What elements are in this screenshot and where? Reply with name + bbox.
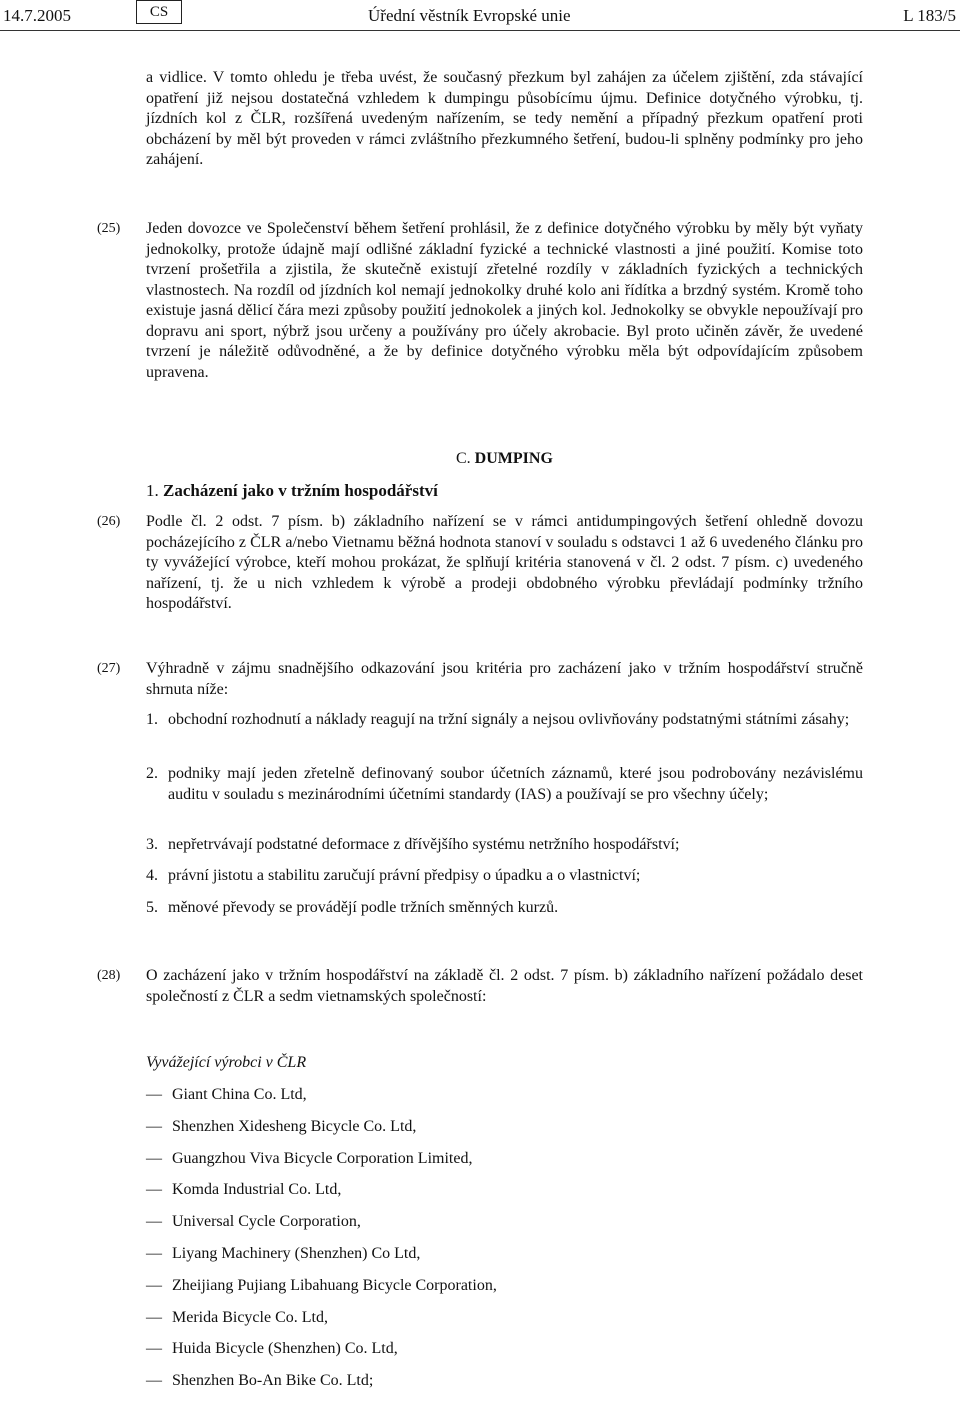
subsection-prefix: 1. — [146, 481, 159, 500]
paragraph-number: (26) — [97, 514, 121, 529]
dash-bullet: — — [146, 1340, 162, 1358]
company-name: Giant China Co. Ltd, — [172, 1086, 307, 1103]
list-item — [146, 1117, 497, 1149]
paragraph-number: (27) — [97, 661, 121, 676]
list-item — [146, 1308, 497, 1340]
dash-bullet: — — [146, 1181, 162, 1199]
paragraph-text: Jeden dovozce ve Společenství během šetření prohlásil, že z definice dotyčného výrobku by měly být vyňaty jednokolky, protože údajně mají odlišné základní fyzické a technické vlastnosti a jiné použití. Komise toto tvrzení prošetřila a zjistila, že skutečně existují zřetelné rozdíly v základních fyzických a technických vlastnostech. Na rozdíl od jízdních kol nemají jednokolky druhé kolo ani řídítka a brzdný systém. Kromě toho existuje jasná dělicí čára mezi způsoby použití jednokolek a jiných kol. Jednokolky se obvykle nepoužívají pro dopravu ani sport, nýbrž jsou určeny a používány pro účely akrobacie. Byl proto učiněn závěr, že uvedené tvrzení je náležitě odůvodněné, a že by definice dotyčného výrobku měla být odpovídajícím způsobem upravena. — [146, 220, 863, 381]
criterion-item — [146, 898, 863, 919]
paragraph-27 — [97, 659, 863, 700]
header-rule — [0, 30, 960, 31]
exporters-list — [146, 1085, 497, 1403]
company-name: Shenzhen Bo-An Bike Co. Ltd; — [172, 1372, 374, 1390]
paragraph-25 — [97, 219, 863, 383]
list-item — [146, 1371, 497, 1403]
dash-bullet: — — [146, 1276, 162, 1294]
dash-bullet: — — [146, 1244, 162, 1262]
company-name: Zheijiang Pujiang Libahuang Bicycle Corporation, — [172, 1276, 497, 1294]
dash-bullet: — — [146, 1149, 162, 1167]
criterion-number: 1. — [146, 711, 158, 728]
section-heading-dumping — [456, 449, 553, 470]
dash-bullet: — — [146, 1213, 162, 1231]
list-item — [146, 1149, 497, 1181]
paragraph-number: (28) — [97, 968, 121, 983]
criterion-item — [146, 710, 863, 731]
company-name: Huida Bicycle (Shenzhen) Co. Ltd, — [172, 1340, 398, 1358]
company-name: Guangzhou Viva Bicycle Corporation Limited, — [172, 1149, 473, 1167]
paragraph-text: Výhradně v zájmu snadnějšího odkazování jsou kritéria pro zacházení jako v tržním hospodářství stručně shrnuta níže: — [146, 660, 863, 698]
dash-bullet: — — [146, 1372, 162, 1390]
criterion-text: obchodní rozhodnutí a náklady reagují na tržní signály a nejsou ovlivňovány podstatnými státními zásahy; — [168, 711, 850, 728]
subsection-heading — [146, 481, 438, 502]
dash-bullet: — — [146, 1117, 162, 1135]
paragraph-number: (25) — [97, 221, 121, 236]
list-item — [146, 1339, 497, 1371]
criterion-text: právní jistotu a stabilitu zaručují právní předpisy o úpadku a o vlastnictví; — [168, 867, 641, 884]
exporters-list-title: Vyvážející výrobci v ČLR — [146, 1054, 307, 1071]
journal-title: Úřední věstník Evropské unie — [368, 6, 571, 25]
header-date: 14.7.2005 — [3, 6, 71, 25]
list-item — [146, 1244, 497, 1276]
dash-bullet: — — [146, 1308, 162, 1326]
paragraph-26 — [97, 512, 863, 615]
criterion-number: 2. — [146, 765, 158, 782]
section-title: DUMPING — [474, 450, 553, 467]
criterion-item — [146, 866, 863, 887]
page-reference: L 183/5 — [903, 6, 956, 25]
company-name: Komda Industrial Co. Ltd, — [172, 1181, 342, 1199]
section-prefix: C. — [456, 450, 471, 467]
language-badge: CS — [136, 0, 182, 24]
criterion-text: podniky mají jeden zřetelně definovaný soubor účetních záznamů, které jsou podrobovány nezávislému auditu v souladu s mezinárodními účetními standardy (IAS) a používají se pro všechny účely; — [168, 765, 863, 803]
list-item — [146, 1180, 497, 1212]
paragraph-text: O zacházení jako v tržním hospodářství na základě čl. 2 odst. 7 písm. b) základního nařízení požádalo deset společností z ČLR a sedm vietnamských společností: — [146, 967, 863, 1005]
dash-bullet: — — [146, 1086, 162, 1103]
list-item — [146, 1276, 497, 1308]
subsection-title: Zacházení jako v tržním hospodářství — [163, 481, 438, 500]
criterion-text: nepřetrvávají podstatné deformace z dřívějšího systému netržního hospodářství; — [168, 836, 680, 853]
company-name: Shenzhen Xidesheng Bicycle Co. Ltd, — [172, 1117, 417, 1135]
page-header — [0, 0, 960, 28]
company-name: Merida Bicycle Co. Ltd, — [172, 1308, 328, 1326]
criterion-number: 5. — [146, 899, 158, 916]
company-name: Universal Cycle Corporation, — [172, 1213, 361, 1231]
criterion-number: 4. — [146, 867, 158, 884]
criterion-item — [146, 764, 863, 805]
criterion-text: měnové převody se provádějí podle tržních směnných kurzů. — [168, 899, 559, 916]
paragraph-28 — [97, 966, 863, 1007]
criterion-item — [146, 835, 863, 856]
list-item — [146, 1085, 497, 1117]
paragraph-continuation: a vidlice. V tomto ohledu je třeba uvést, že současný přezkum byl zahájen za účelem zjištění, zda stávající opatření již nejsou dostatečná vzhledem k dumpingu působícímu újmu. Definice dotyčného výrobku, tj. jízdních kol z ČLR, rozšířená uvedeným nařízením, se tedy nemění a případný přezkum opatření proti obcházení by měl být proveden v rámci zvláštního přezkumného šetření, budou-li splněny podmínky pro jeho zahájení. — [146, 69, 863, 168]
list-item — [146, 1212, 497, 1244]
paragraph-text: Podle čl. 2 odst. 7 písm. b) základního nařízení se v rámci antidumpingových šetření ohledně dovozu pocházejícího z ČLR a/nebo Vietnamu běžná hodnota stanoví v souladu s odstavci 1 až 6 uvedeného článku pro ty vyvážející výrobce, kteří mohou prokázat, že splňují kritéria stanovená v čl. 2 odst. 7 písm. c) uvedeného nařízení, tj. že u nich vzhledem k výrobě a prodeji obdobného výrobku převládají podmínky tržního hospodářství. — [146, 513, 863, 612]
criterion-number: 3. — [146, 836, 158, 853]
company-name: Liyang Machinery (Shenzhen) Co Ltd, — [172, 1244, 421, 1262]
